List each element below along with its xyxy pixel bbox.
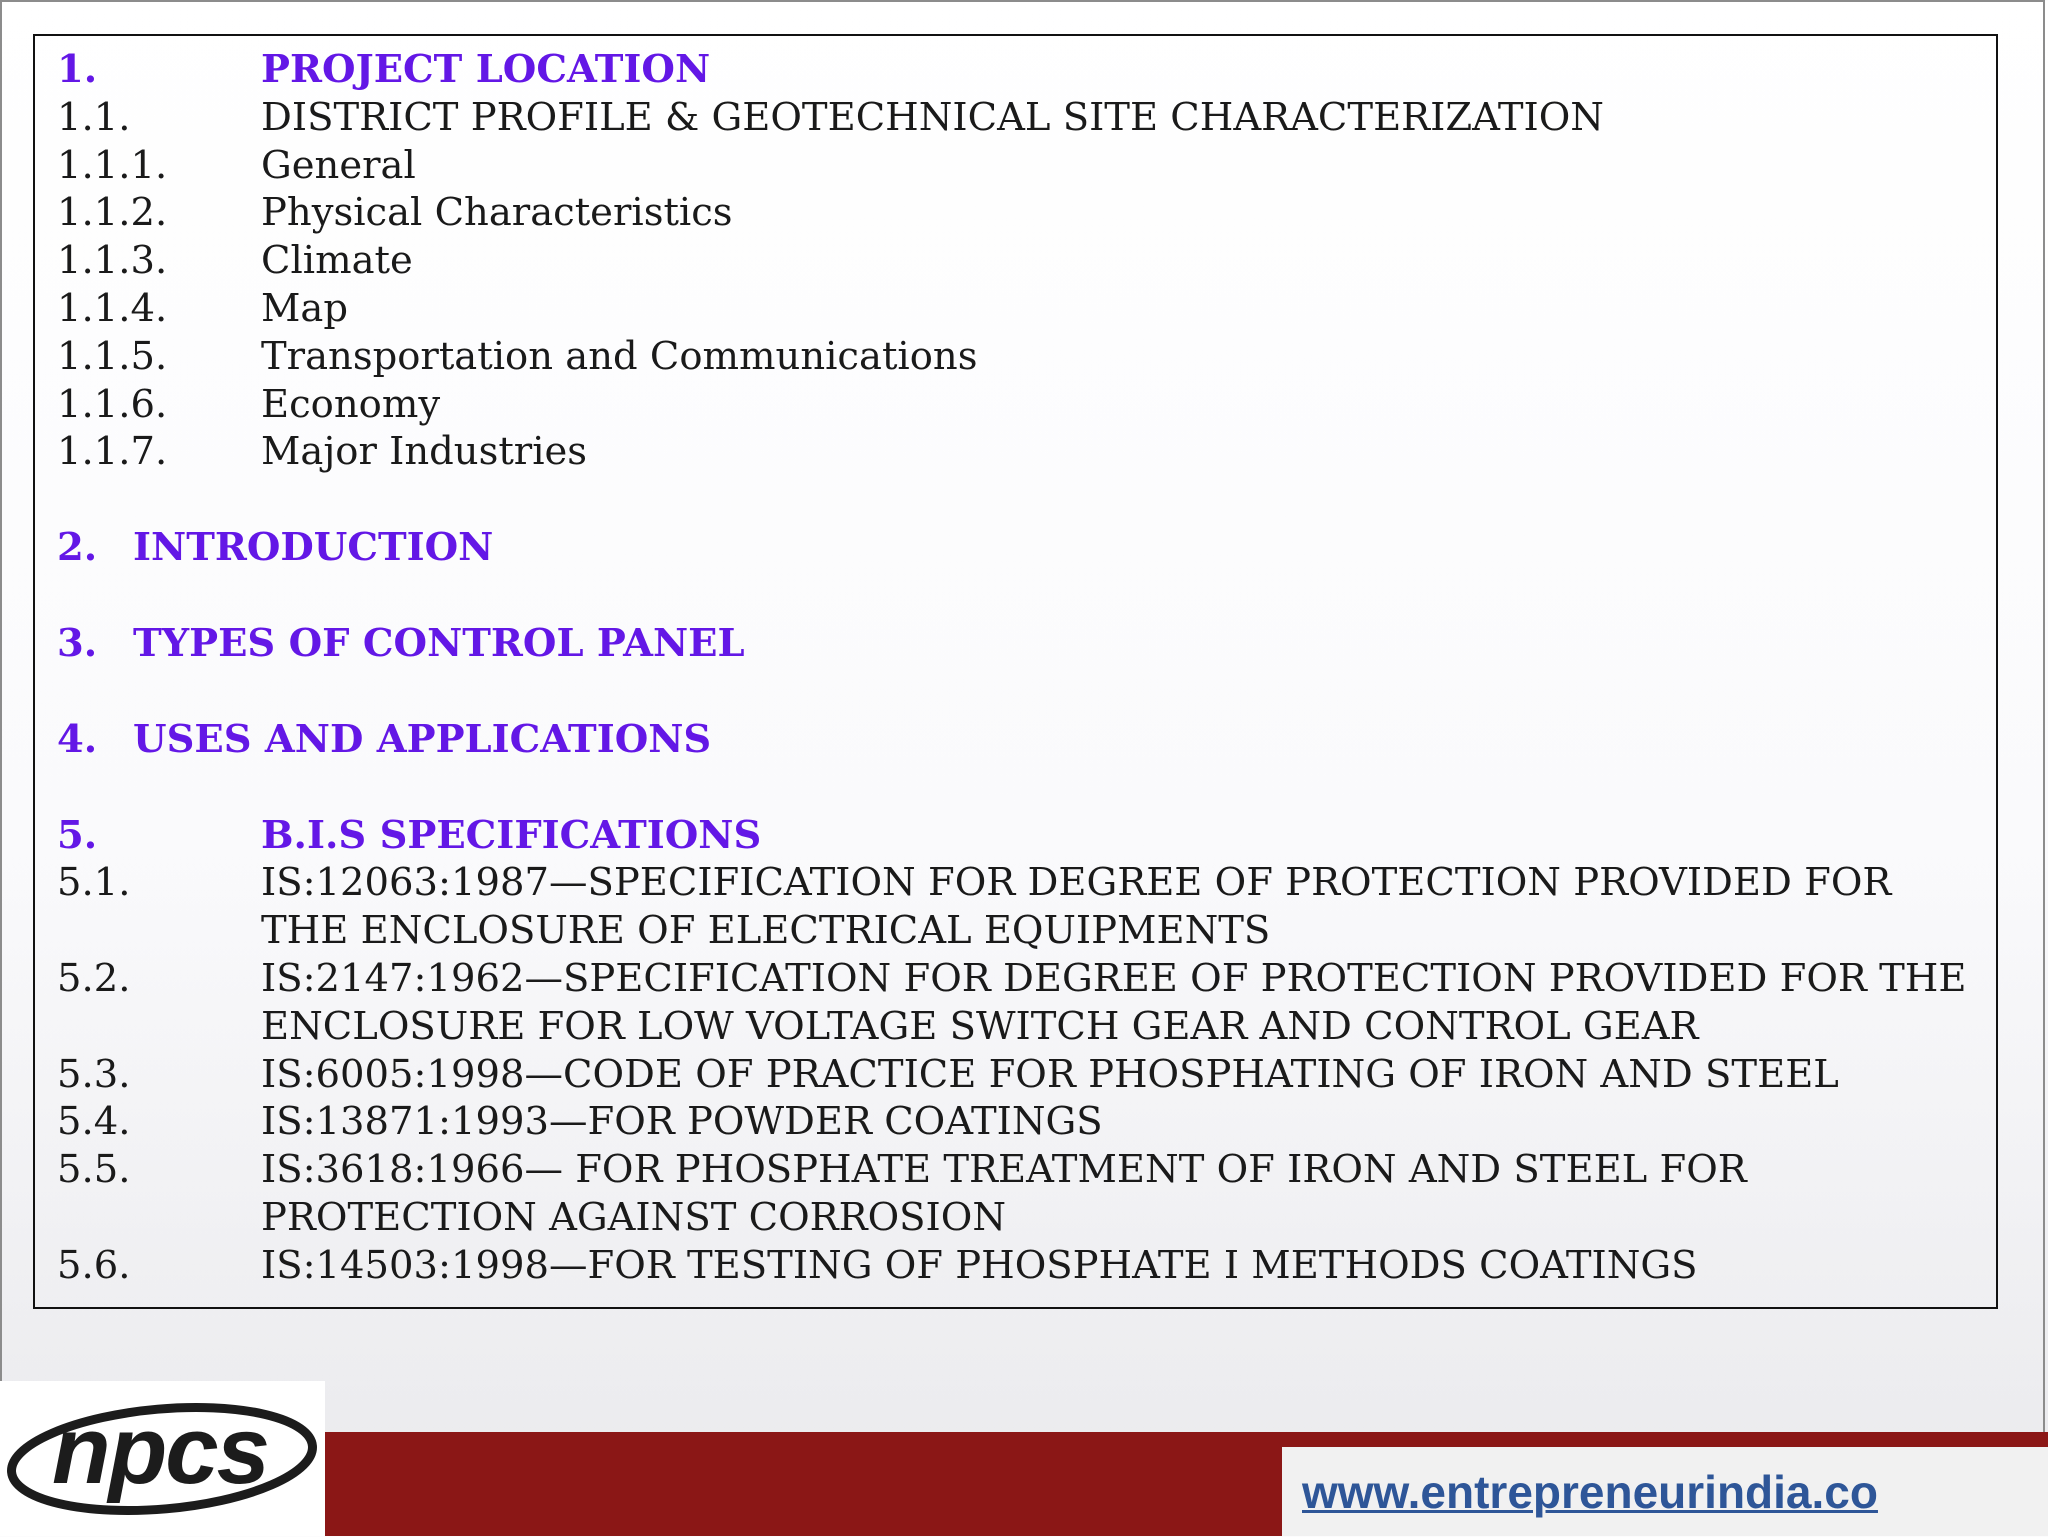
toc-title: Climate: [261, 238, 413, 284]
toc-title: PROJECT LOCATION: [261, 47, 711, 92]
toc-item-district-profile: [57, 94, 1987, 142]
logo-wordmark: npcs: [51, 1397, 269, 1504]
toc-item: [57, 1146, 1987, 1242]
toc-heading-types: [57, 620, 1987, 668]
toc-number: 5.2.: [57, 955, 131, 1001]
toc-heading-uses: [57, 716, 1987, 764]
toc-title: B.I.S SPECIFICATIONS: [261, 812, 762, 858]
spacer: [57, 572, 1987, 620]
toc-number: 1.1.: [57, 94, 131, 140]
toc-item: [57, 189, 1987, 237]
toc-title: Economy: [261, 381, 441, 427]
toc-title: USES AND APPLICATIONS: [133, 716, 712, 762]
toc-title: Transportation and Communications: [261, 333, 978, 379]
toc-number: 1.1.4.: [57, 285, 168, 331]
toc-title: DISTRICT PROFILE & GEOTECHNICAL SITE CHARACTERIZATION: [261, 94, 1604, 140]
toc-heading-project-location: [57, 46, 1987, 94]
toc-item: [57, 428, 1987, 476]
toc-number: 1.1.7.: [57, 429, 168, 475]
toc-title: Major Industries: [261, 429, 588, 475]
toc-item: [57, 1098, 1987, 1146]
toc-title: Physical Characteristics: [261, 190, 733, 236]
toc-title: IS:14503:1998—FOR TESTING OF PHOSPHATE I METHODS COATINGS: [261, 1242, 1698, 1288]
toc-item: [57, 237, 1987, 285]
spacer: [57, 476, 1987, 524]
toc-number: 5.6.: [57, 1242, 131, 1288]
toc-item: [57, 1242, 1987, 1290]
toc-title: IS:12063:1987—SPECIFICATION FOR DEGREE OF PROTECTION PROVIDED FOR THE ENCLOSURE OF ELECTRICAL EQUIPMENTS: [261, 860, 1892, 954]
toc-number: 1.1.6.: [57, 381, 168, 427]
toc-number: 5.1.: [57, 860, 131, 906]
toc-item: [57, 859, 1987, 955]
toc-item: [57, 142, 1987, 190]
toc-title: IS:2147:1962—SPECIFICATION FOR DEGREE OF PROTECTION PROVIDED FOR THE ENCLOSURE FOR LOW VOLTAGE SWITCH GEAR AND CONTROL GEAR: [261, 955, 1967, 1049]
spacer: [57, 668, 1987, 716]
toc-number: 5.5.: [57, 1147, 131, 1193]
toc-number: 4.: [57, 716, 98, 762]
npcs-logo: [0, 1381, 325, 1536]
toc-number: 1.1.2.: [57, 190, 168, 236]
toc-title: IS:3618:1966— FOR PHOSPHATE TREATMENT OF IRON AND STEEL FOR PROTECTION AGAINST CORROSION: [261, 1147, 1747, 1240]
table-of-contents: [57, 46, 1987, 1290]
spacer: [57, 764, 1987, 812]
website-link-box: [1282, 1447, 2048, 1536]
toc-heading-bis: [57, 812, 1987, 860]
table-of-contents-box: [33, 34, 1998, 1309]
toc-number: 1.1.5.: [57, 333, 168, 379]
toc-number: 3.: [57, 620, 98, 666]
toc-title: IS:6005:1998—CODE OF PRACTICE FOR PHOSPHATING OF IRON AND STEEL: [261, 1051, 1839, 1097]
toc-item: [57, 381, 1987, 429]
toc-item: [57, 333, 1987, 381]
toc-title: TYPES OF CONTROL PANEL: [133, 620, 745, 666]
toc-item: [57, 285, 1987, 333]
toc-heading-introduction: [57, 524, 1987, 572]
toc-item: [57, 1051, 1987, 1099]
toc-title: General: [261, 142, 416, 188]
toc-number: 1.: [57, 47, 98, 92]
toc-title: Map: [261, 285, 349, 331]
footer-band-top-strip: [1280, 1432, 2048, 1444]
toc-title: INTRODUCTION: [133, 525, 494, 571]
toc-number: 5.3.: [57, 1051, 131, 1097]
toc-number: 2.: [57, 525, 98, 571]
npcs-logo-graphic: [0, 1381, 325, 1536]
website-link[interactable]: www.entrepreneurindia.co: [1302, 1466, 1878, 1518]
toc-item: [57, 955, 1987, 1051]
toc-number: 5.: [57, 812, 98, 858]
toc-number: 1.1.1.: [57, 142, 168, 188]
toc-number: 1.1.3.: [57, 238, 168, 284]
toc-title: IS:13871:1993—FOR POWDER COATINGS: [261, 1099, 1103, 1145]
toc-number: 5.4.: [57, 1099, 131, 1145]
